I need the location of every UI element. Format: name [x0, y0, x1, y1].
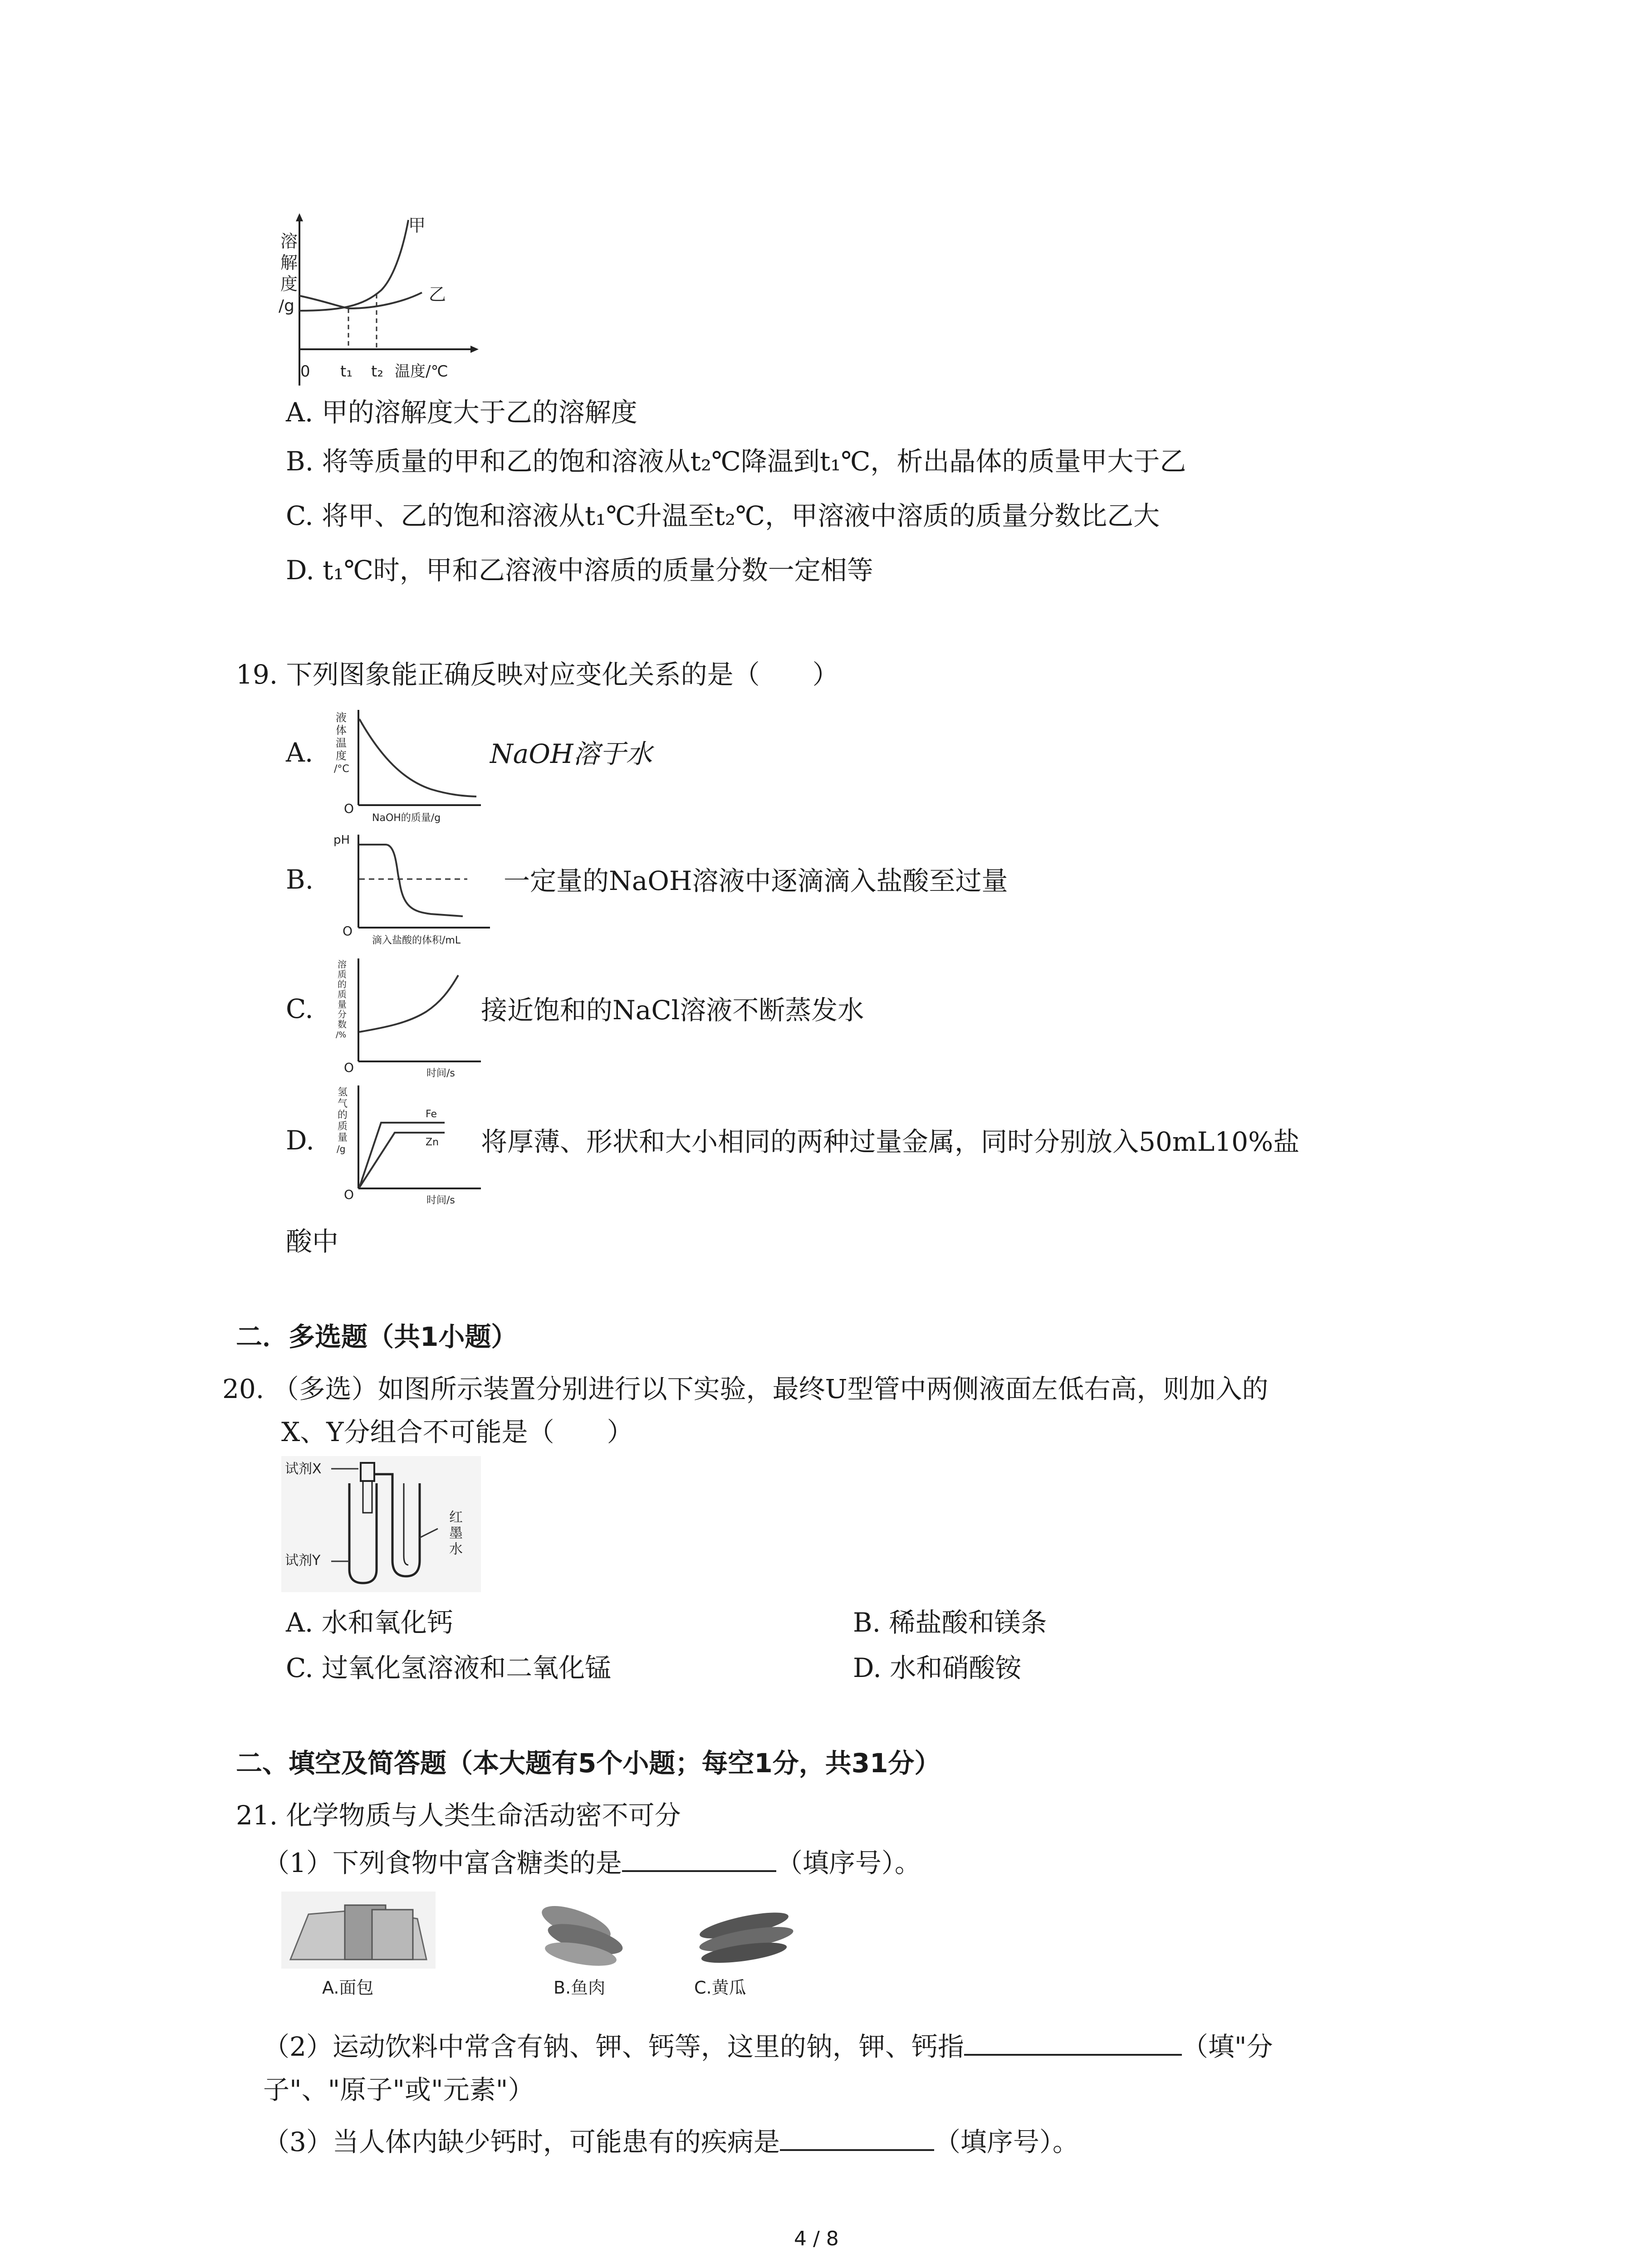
- section-multi-choice-title: 二．多选题（共1小题）: [236, 1321, 518, 1352]
- origin-label: 0: [300, 362, 310, 381]
- q21-sub1-text: （1）下列食物中富含糖类的是: [263, 1848, 622, 1878]
- svg-text:体: 体: [336, 724, 347, 737]
- q19-c-letter: C.: [286, 993, 314, 1024]
- svg-text:O: O: [344, 1187, 354, 1202]
- q21-sub2-blank[interactable]: [964, 2032, 1182, 2056]
- q21-sub3-hint: （填序号）。: [934, 2126, 1079, 2157]
- svg-text:C.黄瓜: C.黄瓜: [694, 1978, 746, 1998]
- q19-a-graph: [331, 708, 504, 826]
- page-number: 4 / 8: [794, 2227, 839, 2250]
- svg-text:的: 的: [338, 979, 347, 990]
- svg-text:/g: /g: [337, 1144, 346, 1154]
- cucumber-image: [690, 1892, 803, 2000]
- curve-a-label: 甲: [408, 215, 426, 235]
- svg-text:Zn: Zn: [426, 1137, 439, 1148]
- svg-text:分: 分: [338, 1009, 347, 1020]
- svg-text:A.面包: A.面包: [322, 1978, 374, 1998]
- q21-sub1: [263, 1842, 921, 1880]
- curve-b-label: 乙: [429, 284, 446, 304]
- section-fill-in-title: 二、填空及简答题（本大题有5个小题；每空1分，共31分）: [236, 1748, 941, 1779]
- t1-label: t₁: [340, 362, 353, 381]
- svg-text:/%: /%: [336, 1030, 347, 1040]
- svg-text:液: 液: [336, 711, 347, 724]
- svg-text:度: 度: [336, 749, 347, 762]
- q18-option-c: C. 将甲、乙的饱和溶液从t₁℃升温至t₂℃，甲溶液中溶质的质量分数比乙大: [286, 500, 1160, 531]
- svg-text:滴入盐酸的体积/mL: 滴入盐酸的体积/mL: [372, 935, 461, 946]
- q19-stem: 19. 下列图象能正确反映对应变化关系的是（ ）: [236, 659, 839, 690]
- q21-sub2-hint: （填"分: [1181, 2031, 1273, 2062]
- svg-text:量: 量: [338, 1132, 348, 1144]
- svg-text:水: 水: [449, 1541, 463, 1557]
- svg-text:时间/s: 时间/s: [426, 1068, 455, 1079]
- y-label-4: /g: [279, 297, 294, 315]
- x-axis-label: 温度/℃: [395, 362, 448, 381]
- q21-stem: 21. 化学物质与人类生命活动密不可分: [236, 1800, 681, 1831]
- svg-text:pH: pH: [333, 833, 350, 847]
- q21-sub2-text: （2）运动饮料中常含有钠、钾、钙等，这里的钠，钾、钙指: [263, 2031, 964, 2062]
- svg-text:墨: 墨: [449, 1525, 463, 1541]
- q21-sub2-line2: 子"、"原子"或"元素"）: [263, 2074, 534, 2105]
- q20-option-d: D. 水和硝酸铵: [853, 1652, 1022, 1683]
- svg-text:气: 气: [338, 1098, 348, 1110]
- solubility-graph: [272, 213, 526, 395]
- q20-option-a: A. 水和氧化钙: [286, 1607, 453, 1638]
- svg-text:O: O: [344, 801, 354, 816]
- q19-c-graph: [331, 955, 504, 1082]
- svg-text:/°C: /°C: [334, 763, 349, 775]
- q19-b-text: 一定量的NaOH溶液中逐滴滴入盐酸至过量: [504, 865, 1008, 896]
- q18-option-b: B. 将等质量的甲和乙的饱和溶液从t₂℃降温到t₁℃，析出晶体的质量甲大于乙: [286, 446, 1186, 477]
- q21-sub1-hint: （填序号）。: [776, 1848, 921, 1878]
- q18-option-d: D. t₁℃时，甲和乙溶液中溶质的质量分数一定相等: [286, 555, 873, 586]
- u-tube-apparatus-image: [281, 1456, 481, 1592]
- svg-text:NaOH的质量/g: NaOH的质量/g: [372, 812, 441, 824]
- svg-text:O: O: [344, 1060, 354, 1075]
- svg-text:质: 质: [338, 1121, 348, 1132]
- svg-text:质: 质: [338, 969, 347, 980]
- q19-b-letter: B.: [286, 864, 314, 895]
- q19-d-text: 将厚薄、形状和大小相同的两种过量金属，同时分别放入50mL10%盐: [481, 1126, 1300, 1157]
- svg-text:B.鱼肉: B.鱼肉: [554, 1978, 606, 1998]
- q21-sub2: [263, 2025, 1273, 2063]
- q19-d-letter: D.: [286, 1125, 314, 1156]
- q20-stem-line1: 20. （多选）如图所示装置分别进行以下实验，最终U型管中两侧液面左低右高，则加入的: [222, 1374, 1269, 1404]
- svg-text:质: 质: [338, 989, 347, 1000]
- svg-text:红: 红: [449, 1510, 463, 1525]
- y-label-1: 溶: [280, 231, 298, 251]
- svg-text:试剂Y: 试剂Y: [285, 1553, 321, 1569]
- svg-text:温: 温: [336, 737, 347, 749]
- y-label-2: 解: [280, 253, 298, 273]
- q21-sub3-text: （3）当人体内缺少钙时，可能患有的疾病是: [263, 2126, 780, 2157]
- q20-option-b: B. 稀盐酸和镁条: [853, 1607, 1047, 1638]
- q20-option-c: C. 过氧化氢溶液和二氧化锰: [286, 1652, 612, 1683]
- q19-b-graph: [331, 830, 513, 948]
- fish-image: [531, 1892, 635, 2000]
- y-label-3: 度: [280, 274, 298, 294]
- svg-text:O: O: [343, 924, 353, 938]
- q21-sub1-blank[interactable]: [622, 1848, 776, 1872]
- q19-a-text: NaOH溶于水: [490, 738, 652, 769]
- svg-text:的: 的: [338, 1110, 348, 1121]
- q21-sub3-blank[interactable]: [780, 2127, 934, 2151]
- q20-stem-line2: X、Y分组合不可能是（ ）: [281, 1417, 633, 1447]
- svg-text:时间/s: 时间/s: [426, 1195, 455, 1206]
- q21-sub3: [263, 2121, 1079, 2159]
- q19-a-letter: A.: [286, 737, 314, 768]
- q19-d-graph: [331, 1082, 504, 1209]
- svg-text:数: 数: [338, 1019, 347, 1030]
- svg-text:氢: 氢: [338, 1087, 348, 1098]
- q19-c-text: 接近饱和的NaCl溶液不断蒸发水: [481, 995, 864, 1026]
- svg-text:溶: 溶: [338, 959, 347, 970]
- svg-text:量: 量: [338, 999, 347, 1010]
- svg-text:试剂X: 试剂X: [285, 1461, 322, 1477]
- t2-label: t₂: [371, 362, 383, 381]
- q19-d-text-cont: 酸中: [286, 1226, 339, 1257]
- svg-text:Fe: Fe: [426, 1109, 437, 1120]
- q18-option-a: A. 甲的溶解度大于乙的溶解度: [286, 397, 637, 428]
- bread-image: [281, 1892, 436, 2000]
